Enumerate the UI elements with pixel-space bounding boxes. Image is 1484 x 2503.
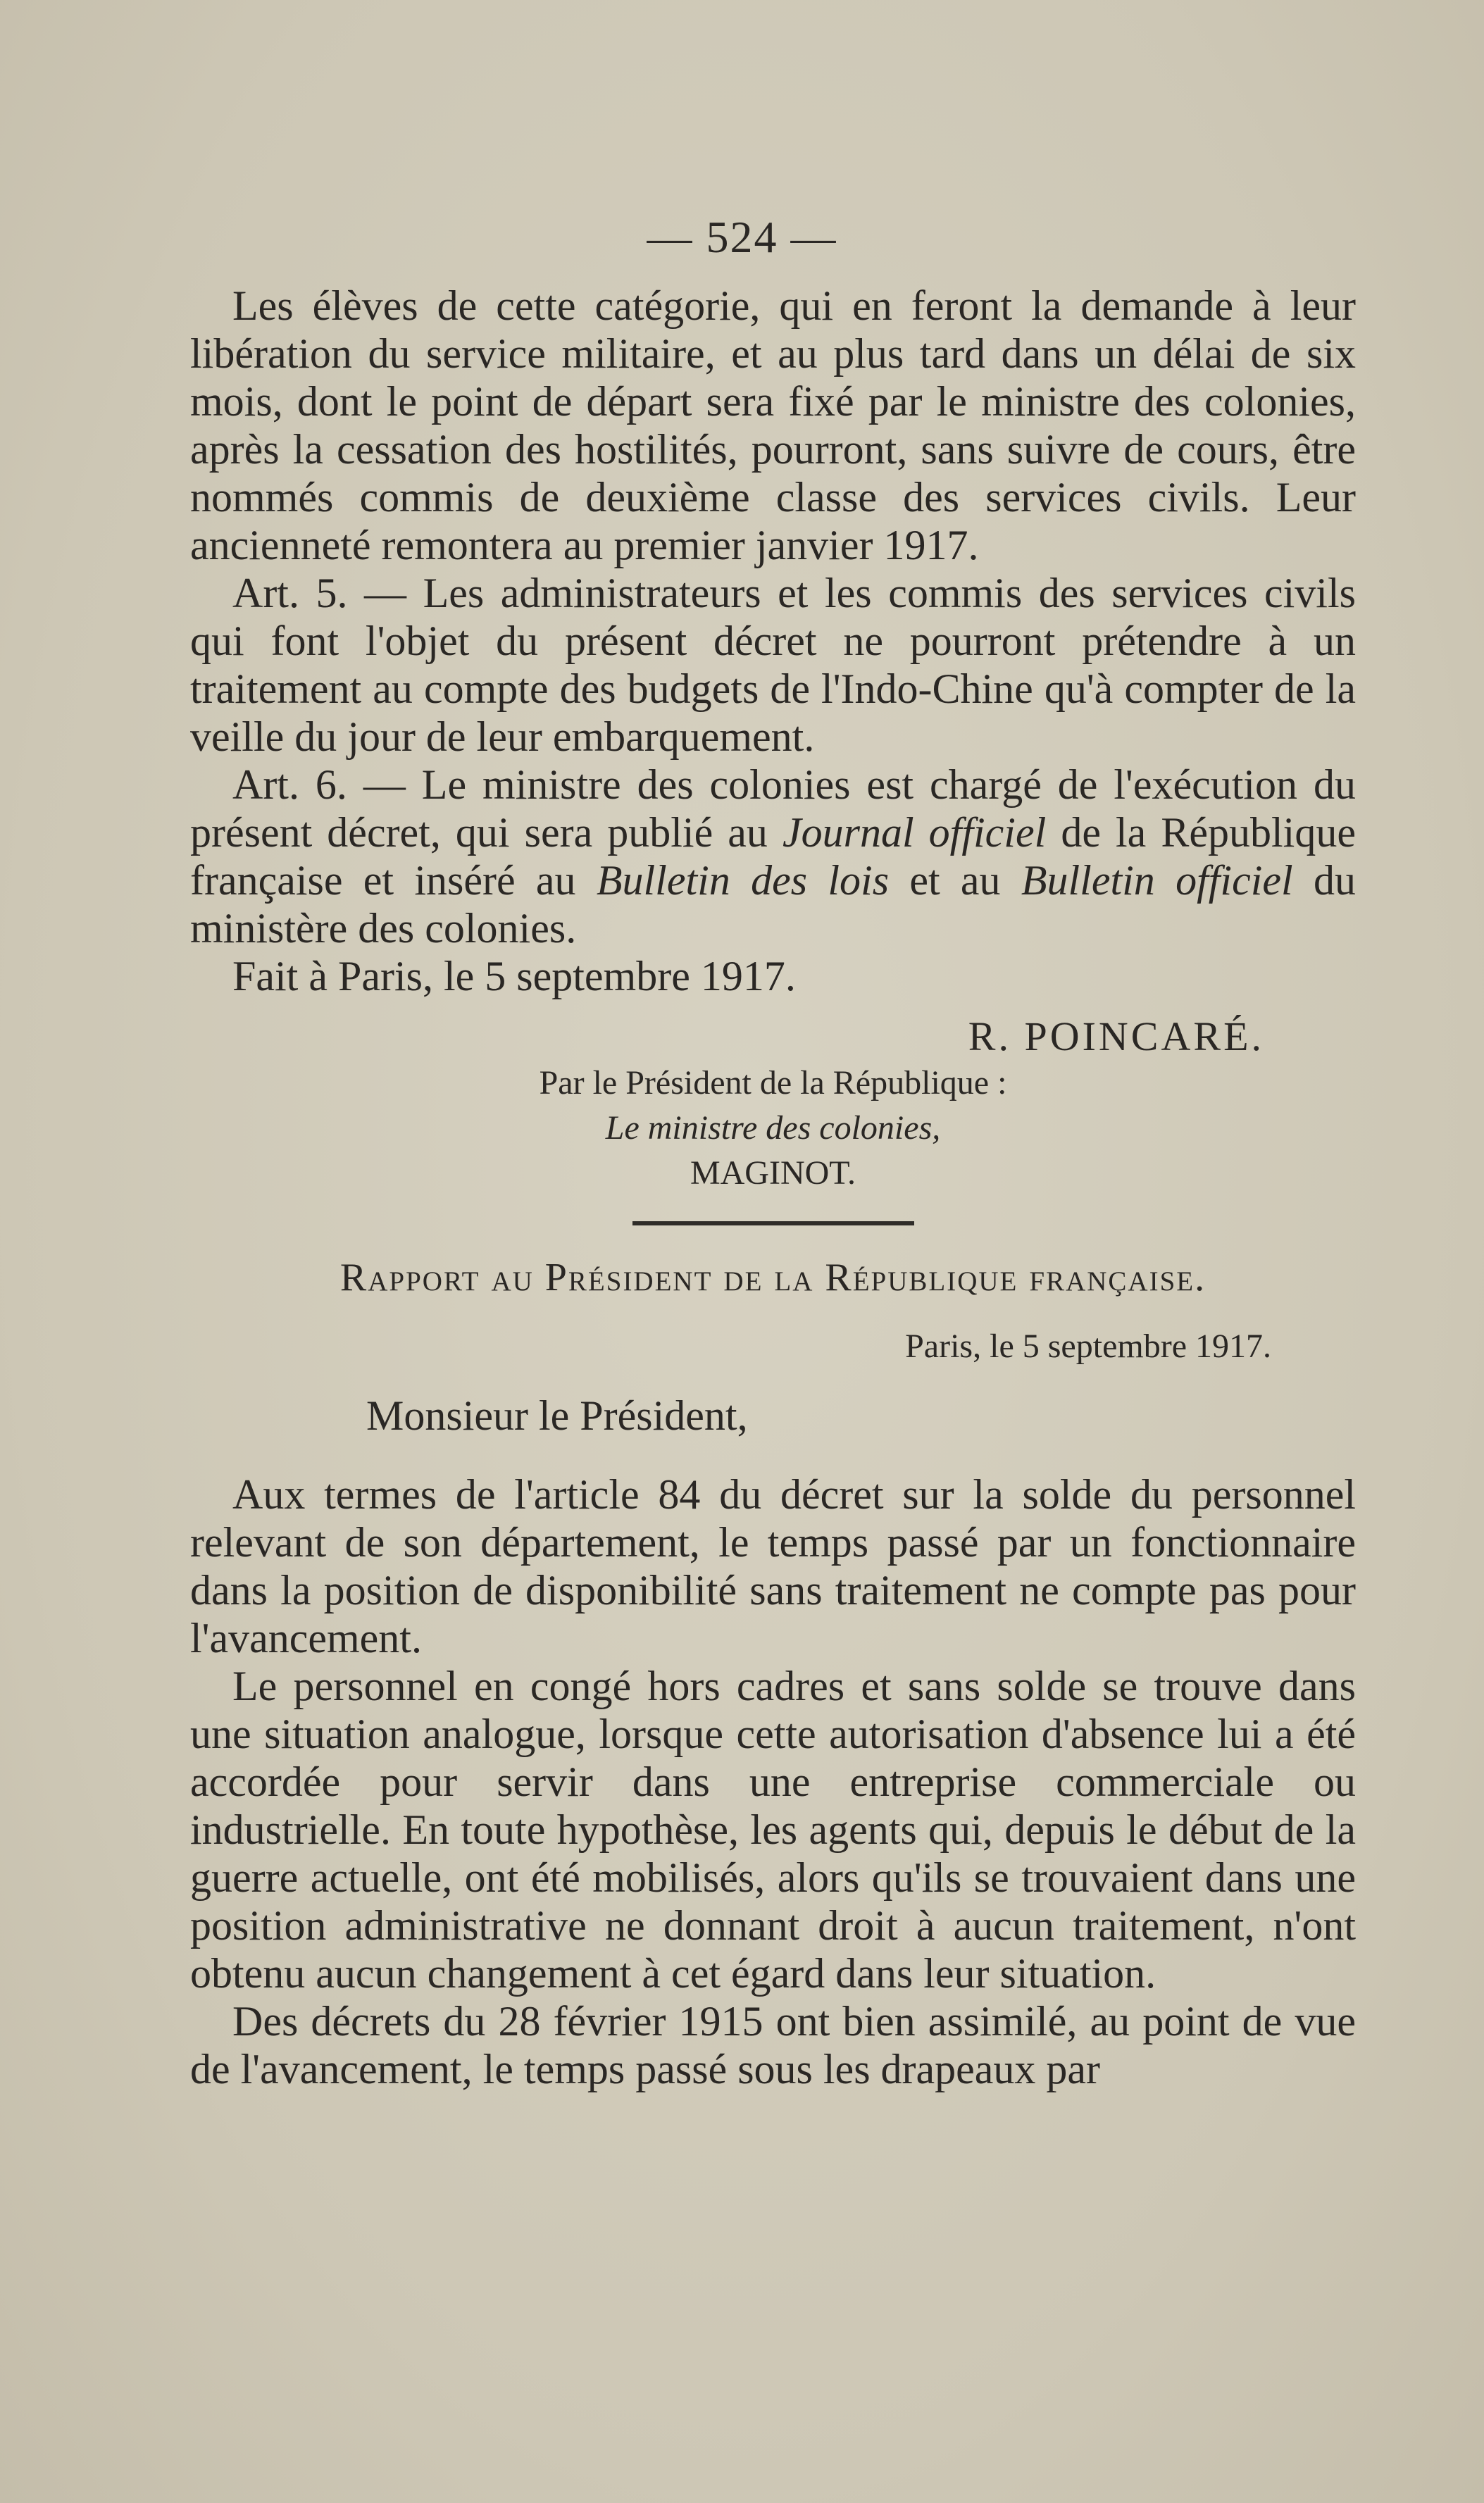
body-text bbox=[190, 282, 1356, 2093]
art6-text-4: du ministère des colonies. bbox=[190, 857, 1356, 951]
paragraph-art-6 bbox=[190, 761, 1356, 952]
signature-poincare: R. POINCARÉ. bbox=[968, 1013, 1264, 1059]
ministre-title: Le ministre des colonies, bbox=[605, 1109, 941, 1147]
art6-text-3: et au bbox=[889, 857, 1021, 904]
section-divider bbox=[632, 1221, 914, 1225]
paragraph-decrets: Des décrets du 28 février 1915 ont bien assimilé, au point de vue de l'avancement, le temps passé sous les drapeaux par bbox=[190, 1998, 1356, 2092]
paragraph-eleves: Les élèves de cette catégorie, qui en feront la demande à leur libération du service militaire, et au plus tard dans un délai de six mois, dont le point de départ sera fixé par le ministre des colonies, après la cessation des hostilités, pourront, sans suivre de cours, être nommés commis de deuxième classe des services civils. Leur ancienneté remontera au premier janvier 1917. bbox=[190, 282, 1356, 568]
art6-text-1: Art. 6. — Le ministre des colonies est chargé de l'exécution du présent décret, qui sera publié au bbox=[190, 761, 1356, 856]
art6-text-2: de la République française et inséré au bbox=[190, 809, 1356, 904]
art6-bulletin-lois: Bulletin des lois bbox=[596, 857, 890, 904]
ministre-name: MAGINOT. bbox=[690, 1154, 856, 1192]
art6-bulletin-officiel: Bulletin officiel bbox=[1021, 857, 1293, 904]
paragraph-art-5: Art. 5. — Les administrateurs et les commis des services civils qui font l'objet du présent décret ne pourront prétendre à un traitement au compte des budgets de l'Indo-Chine qu'à compter de la veille du jour de leur embarquement. bbox=[190, 570, 1356, 760]
rapport-date: Paris, le 5 septembre 1917. bbox=[905, 1328, 1271, 1365]
paragraph-personnel: Le personnel en congé hors cadres et sans solde se trouve dans une situation analogue, lorsque cette autorisation d'absence lui a été accordée pour servir dans une entreprise commerciale ou industrielle. En toute hypothèse, les agents qui, depuis le début de la guerre actuelle, ont été mobilisés, alors qu'ils se trouvaient dans une position administrative ne donnant droit à aucun traitement, n'ont obtenu aucun changement à cet égard dans leur situation. bbox=[190, 1663, 1356, 1997]
page-number: — 524 — bbox=[647, 212, 837, 262]
art6-journal-officiel: Journal officiel bbox=[782, 809, 1047, 856]
fait-a-paris: Fait à Paris, le 5 septembre 1917. bbox=[232, 953, 796, 999]
rapport-heading: Rapport au Président de la République française. bbox=[339, 1256, 1206, 1299]
par-le-president: Par le Président de la République : bbox=[539, 1064, 1007, 1101]
paragraph-aux-termes: Aux termes de l'article 84 du décret sur la solde du personnel relevant de son département, le temps passé par un fonctionnaire dans la position de disponibilité sans traitement ne compte pas pour l'avancement. bbox=[190, 1471, 1356, 1661]
salutation: Monsieur le Président, bbox=[366, 1392, 748, 1439]
